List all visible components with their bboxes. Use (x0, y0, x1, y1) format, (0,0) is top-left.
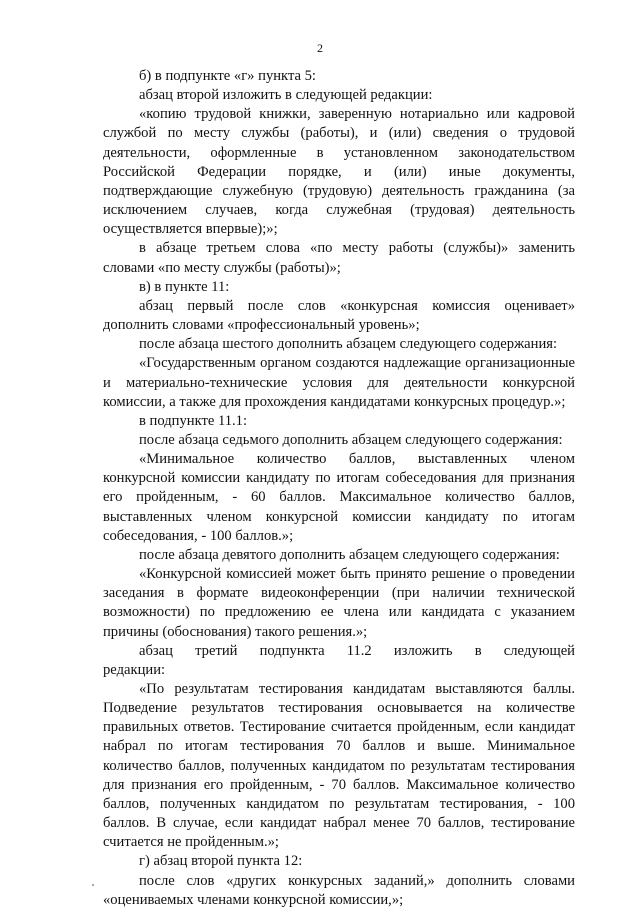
paragraph-subitem-g: г) абзац второй пункта 12: (139, 853, 303, 870)
page-number: 2 (317, 41, 323, 55)
quoted-paragraph: «Государственным органом создаются надлежащие организационные и материально-технические условия для деятельности конкурсной комиссии, а также для прохождения кандидатами конкурсных процедур.»; (103, 355, 575, 410)
quoted-paragraph: «Конкурсной комиссией может быть принято решение о проведении заседания в формате видеоконференции (при наличии технической возможности) по предложению ее члена или кандидата с указанием причины (обоснования) такого решения.»; (103, 566, 575, 640)
paragraph-subitem-v: в) в пункте 11: (139, 278, 230, 295)
paragraph-subitem-b: б) в подпункте «г» пункта 5: (139, 68, 316, 84)
paragraph: после абзаца седьмого дополнить абзацем следующего содержания: (139, 431, 563, 448)
quoted-paragraph: «копию трудовой книжки, заверенную нотариально или кадровой службой по месту службы (работы), и (или) сведения о трудовой деятельности, оформленные в установленном законодательством Российской Федерации порядке, и (или) иные документы, подтверждающие служебную (трудовую) деятельность гражданина (за исключением случаев, когда служебная (трудовая) деятельность осуществляется впервые);»; (103, 106, 575, 238)
paragraph-spread: абзац третий подпункта 11.2 изложить в следующей (139, 642, 575, 659)
quoted-paragraph: «Минимальное количество баллов, выставленных членом конкурсной комиссии кандидату по итогам собеседования для признания его пройденным, - 60 баллов. Максимальное количество баллов, выставленных членом конкурсной комиссии кандидату по итогам собеседования, - 100 баллов.»; (103, 451, 575, 544)
paragraph: абзац первый после слов «конкурсная комиссия оценивает» дополнить словами «профессиональный уровень»; (103, 297, 575, 334)
scan-speck (92, 884, 94, 886)
paragraph: в абзаце третьем слова «по месту работы (службы)» заменить словами «по месту службы (работы)»; (103, 240, 575, 276)
paragraph: в подпункте 11.1: (139, 412, 248, 429)
paragraph: после абзаца шестого дополнить абзацем следующего содержания: (139, 336, 558, 353)
paragraph: после абзаца девятого дополнить абзацем следующего содержания: (139, 546, 560, 563)
document-body (103, 67, 575, 910)
quoted-paragraph: «По результатам тестирования кандидатам выставляются баллы. Подведение результатов тестирования основывается на количестве правильных ответов. Тестирование считается пройденным, если кандидат набрал по итогам тестирования 70 баллов и выше. Минимальное количество баллов, полученных кандидатом по результатам тестирования для признания его пройденным, - 70 баллов. Максимальное количество баллов, полученных кандидатом по результатам тестирования, - 100 баллов. В случае, если кандидат набрал менее 70 баллов, тестирование считается не пройденным.»; (103, 681, 575, 851)
paragraph: абзац второй изложить в следующей редакции: (139, 87, 433, 104)
paragraph: после слов «других конкурсных заданий,» дополнить словами «оцениваемых членами конкурсной комиссии,»; (103, 872, 575, 908)
paragraph-continuation: редакции: (103, 661, 166, 678)
